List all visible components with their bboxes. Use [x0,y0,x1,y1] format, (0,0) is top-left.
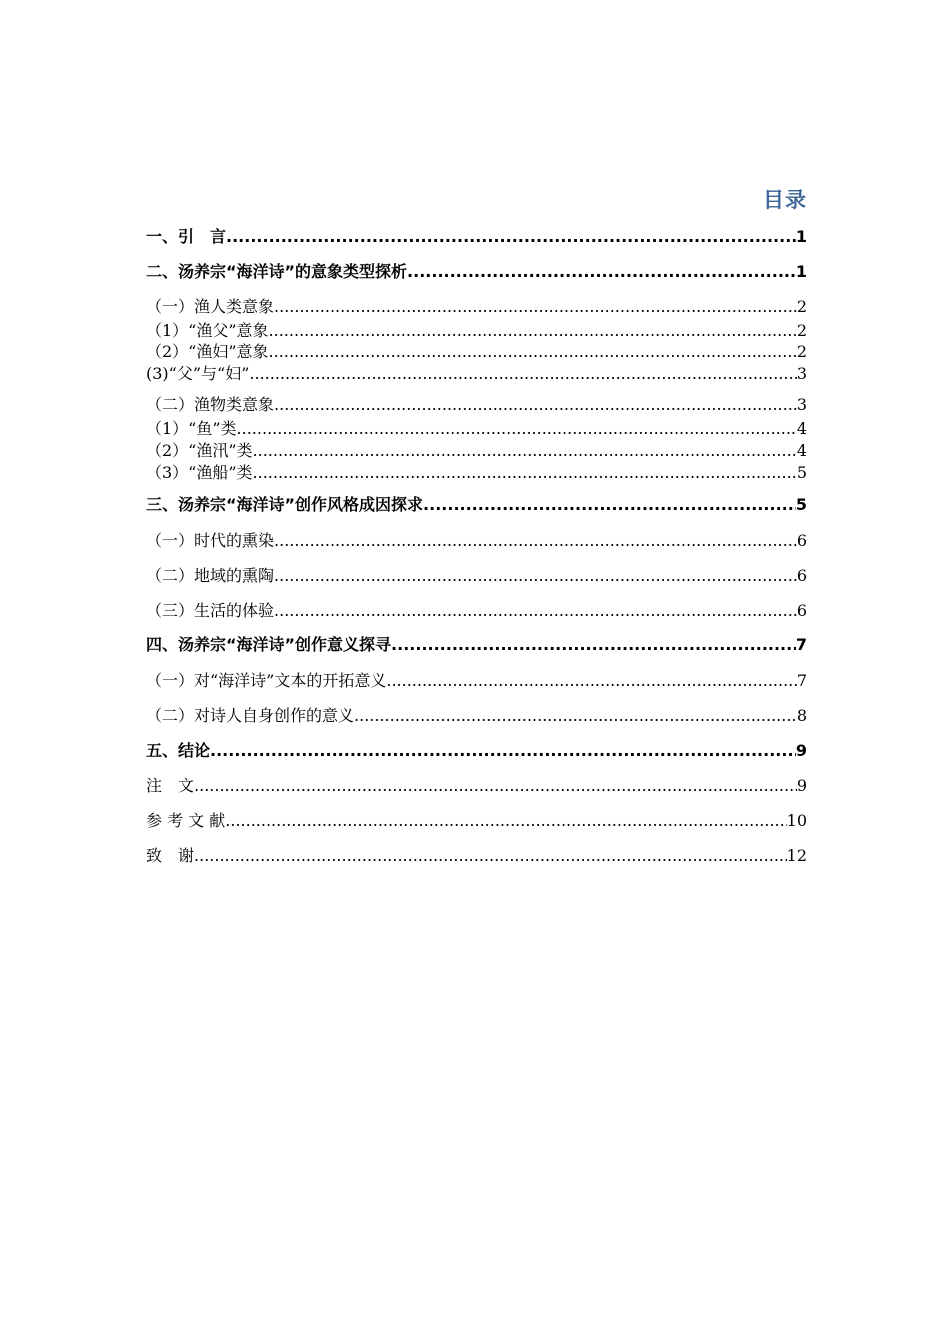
toc-entry-label: （三）生活的体验 [146,601,275,620]
dot-leader [253,440,797,462]
toc-entry-page: 6 [796,566,807,585]
toc-entry-page: 2 [796,297,807,316]
toc-entry-section-2-1[interactable] [146,296,807,318]
toc-entry-label: （2）“渔汛”类 [146,441,253,460]
toc-entry-label: （2）“渔妇”意象 [146,342,269,361]
toc-entry-conclusion[interactable] [146,740,807,762]
dot-leader [423,494,796,516]
toc-entry-section-3-3[interactable] [146,600,807,622]
toc-entry-label: （一）对“海洋诗”文本的开拓意义 [146,671,387,690]
toc-entry-chapter-4[interactable] [146,634,807,656]
toc-title: 目录 [763,188,807,212]
toc-entry-label: （3）“渔船”类 [146,463,253,482]
dot-leader [274,600,797,622]
toc-entry-label: （二）渔物类意象 [146,395,275,414]
toc-entry-label: 二、汤养宗“海洋诗”的意象类型探析 [146,262,408,281]
dot-leader [354,705,797,727]
toc-entry-label: 致 谢 [146,846,195,865]
toc-entry-page: 4 [796,419,807,438]
dot-leader [274,296,797,318]
dot-leader [237,418,797,440]
toc-entry-label: （1）“渔父”意象 [146,321,269,340]
dot-leader [269,320,797,342]
toc-entry-page: 1 [795,227,807,246]
dot-leader [210,740,796,762]
toc-entry-label: （一）时代的熏染 [146,531,275,550]
toc-entry-page: 6 [796,531,807,550]
toc-entry-label: (3)“父”与“妇” [146,364,250,383]
toc-entry-label: （一）渔人类意象 [146,297,275,316]
toc-entry-acknowledgements[interactable] [146,845,807,867]
toc-entry-label: 注 文 [146,776,195,795]
dot-leader [391,634,796,656]
toc-entry-page: 10 [786,811,807,830]
dot-leader [407,261,796,283]
toc-entry-section-2-2[interactable] [146,394,807,416]
toc-entry-section-2-1-2[interactable] [146,341,807,363]
toc-entry-page: 9 [795,741,807,760]
toc-entry-page: 5 [796,463,807,482]
toc-entry-section-3-1[interactable] [146,530,807,552]
toc-entry-references[interactable] [146,810,807,832]
dot-leader [194,845,787,867]
toc-entry-page: 8 [796,706,807,725]
toc-entry-section-4-2[interactable] [146,705,807,727]
toc-entry-page: 7 [795,635,807,654]
toc-entry-notes[interactable] [146,775,807,797]
toc-entry-page: 3 [796,395,807,414]
dot-leader [274,565,797,587]
toc-entry-introduction[interactable] [146,226,807,248]
dot-leader [253,462,797,484]
dot-leader [386,670,796,692]
toc-entry-page: 5 [795,495,807,514]
dot-leader [249,363,796,385]
toc-entry-label: （二）地域的熏陶 [146,566,275,585]
toc-entry-label: 四、汤养宗“海洋诗”创作意义探寻 [146,635,392,654]
toc-entry-chapter-2[interactable] [146,261,807,283]
toc-entry-page: 12 [786,846,807,865]
toc-entry-page: 1 [795,262,807,281]
dot-leader [225,810,786,832]
toc-entry-page: 9 [796,776,807,795]
toc-entry-chapter-3[interactable] [146,494,807,516]
toc-entry-label: （二）对诗人自身创作的意义 [146,706,355,725]
dot-leader [194,775,797,797]
toc-entry-label: （1）“鱼”类 [146,419,237,438]
dot-leader [274,530,797,552]
toc-entry-label: 一、引 言 [146,227,227,246]
toc-entry-section-2-1-3[interactable] [146,363,807,385]
toc-entry-label: 三、汤养宗“海洋诗”创作风格成因探求 [146,495,424,514]
toc-entry-section-2-1-1[interactable] [146,320,807,342]
toc-entry-section-2-2-2[interactable] [146,440,807,462]
toc-entry-section-4-1[interactable] [146,670,807,692]
dot-leader [274,394,797,416]
toc-entry-section-2-2-3[interactable] [146,462,807,484]
dot-leader [226,226,796,248]
toc-entry-page: 3 [796,364,807,383]
toc-entry-label: 参 考 文 献 [146,811,226,830]
toc-entry-page: 7 [796,671,807,690]
toc-entry-label: 五、结论 [146,741,211,760]
toc-entry-page: 4 [796,441,807,460]
toc-entry-section-3-2[interactable] [146,565,807,587]
dot-leader [269,341,797,363]
toc-entry-page: 2 [796,342,807,361]
toc-entry-page: 2 [796,321,807,340]
toc-entry-section-2-2-1[interactable] [146,418,807,440]
toc-entry-page: 6 [796,601,807,620]
